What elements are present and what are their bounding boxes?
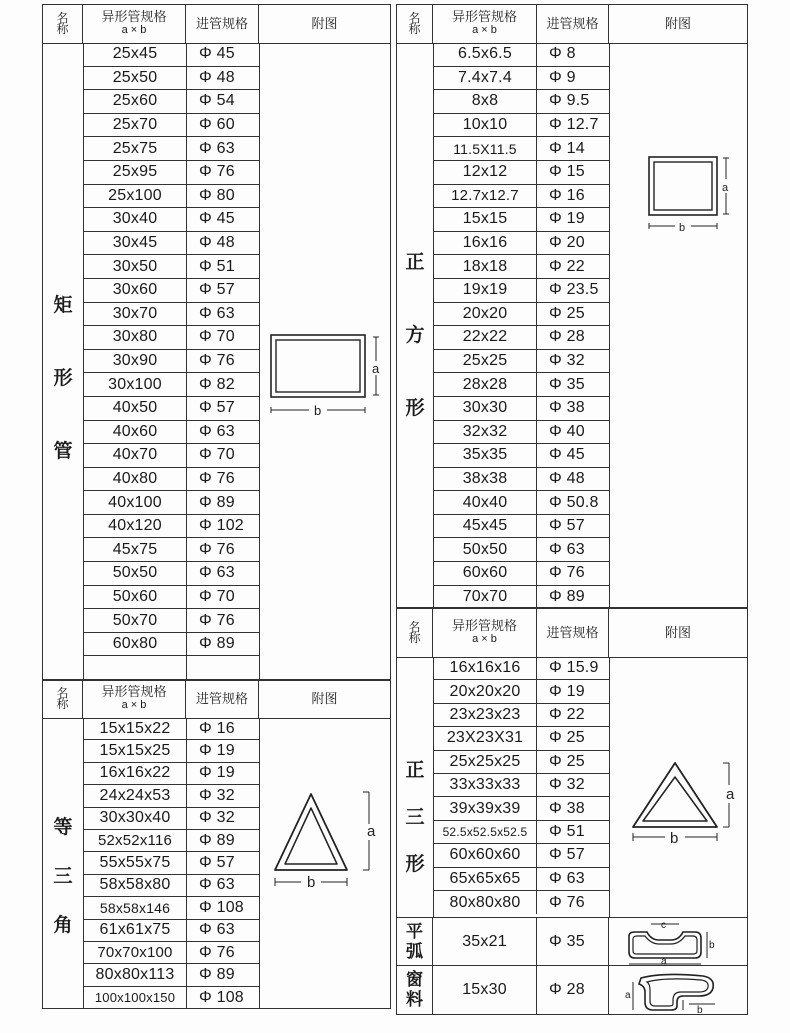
table-row [434, 279, 609, 303]
header-name: 名 称 [397, 5, 433, 43]
table-row [434, 491, 609, 515]
table-row [84, 538, 259, 562]
table-row [434, 373, 609, 397]
shaped-spec-cell: 22x22 [434, 326, 537, 349]
header-shaped-spec: 异形管规格 a × b [433, 5, 537, 43]
tube-spec-cell: Φ 89 [199, 965, 235, 983]
tube-spec-cell: Φ 108 [199, 988, 244, 1006]
svg-text:b: b [307, 874, 316, 891]
shaped-spec-cell: 16x16x16 [434, 657, 537, 679]
svg-text:b: b [679, 222, 686, 234]
tube-spec-cell: Φ 9.5 [549, 92, 590, 110]
tube-spec-cell: Φ 63 [199, 564, 235, 582]
tube-spec-cell: Φ 45 [549, 446, 585, 464]
table-row [84, 185, 259, 209]
shaped-spec-cell: 20x20 [434, 303, 537, 326]
tube-spec-cell: Φ 19 [199, 764, 235, 782]
tube-spec-cell: Φ 63 [549, 869, 585, 887]
tube-spec-cell: Φ 57 [549, 517, 585, 535]
isosceles-triangle-table [42, 679, 391, 1009]
shaped-spec-cell: 23X23X31 [434, 727, 537, 749]
tube-spec-cell: Φ 76 [199, 540, 235, 558]
shaped-spec-cell: 50x50 [84, 562, 187, 585]
header-shaped-spec: 异形管规格 a × b [83, 680, 186, 718]
shaped-spec-cell: 80x80x80 [434, 891, 537, 914]
svg-text:b: b [670, 830, 679, 847]
shaped-spec-cell: 40x120 [84, 515, 187, 538]
header-shaped-spec: 异形管规格 a × b [433, 609, 537, 657]
tube-spec-cell: Φ 45 [199, 210, 235, 228]
shaped-spec-cell: 40x40 [434, 491, 537, 514]
shaped-spec-cell: 19x19 [434, 279, 537, 302]
tube-spec-cell: Φ 16 [199, 719, 235, 737]
table-row [434, 397, 609, 421]
table-header [43, 680, 390, 719]
table-row [434, 421, 609, 445]
header-name: 名 称 [43, 680, 83, 718]
tube-spec-cell: Φ 76 [199, 163, 235, 181]
tube-spec-cell: Φ 63 [199, 876, 235, 894]
table-row [434, 844, 609, 867]
table-row [434, 468, 609, 492]
shaped-spec-cell: 30x70 [84, 303, 187, 326]
tube-spec-cell: Φ 108 [199, 898, 244, 916]
table-row [84, 740, 259, 762]
table-row [84, 785, 259, 807]
shaped-spec-cell: 24x24x53 [84, 785, 187, 806]
svg-text:a: a [726, 786, 735, 803]
category-label: 正 三 形 [405, 759, 425, 875]
spec-rows [434, 43, 609, 609]
shaped-spec-cell: 58x58x146 [84, 897, 187, 918]
table-row [84, 90, 259, 114]
shaped-spec-cell: 12x12 [434, 161, 537, 184]
tube-spec-cell: Φ 76 [199, 469, 235, 487]
rectangle-tube-diagram [269, 333, 389, 423]
shaped-spec-cell: 60x80 [84, 633, 187, 656]
table-row [434, 657, 609, 680]
shaped-spec-cell: 40x50 [84, 397, 187, 420]
shaped-spec-cell: 28x28 [434, 373, 537, 396]
shaped-spec-cell: 50x60 [84, 586, 187, 609]
tube-spec-cell: Φ 32 [549, 776, 585, 794]
table-row [84, 875, 259, 897]
shaped-spec-cell: 7.4x7.4 [434, 67, 537, 90]
tube-spec-cell: Φ 102 [199, 517, 244, 535]
shaped-spec-cell: 80x80x113 [84, 964, 187, 985]
tube-spec-cell: Φ 12.7 [549, 116, 599, 134]
tube-spec-cell: Φ 19 [199, 742, 235, 760]
shaped-spec-cell: 35x35 [434, 444, 537, 467]
tube-spec-cell: Φ 76 [199, 943, 235, 961]
shaped-spec-cell: 30x40 [84, 208, 187, 231]
shaped-spec-cell: 25x45 [84, 43, 187, 66]
table-row [84, 255, 259, 279]
tube-spec-cell: Φ 63 [549, 540, 585, 558]
table-row [434, 704, 609, 727]
table-row [84, 350, 259, 374]
shaped-spec-cell: 30x100 [84, 373, 187, 396]
header-figure: 附图 [664, 625, 691, 641]
table-row [434, 67, 609, 91]
tube-spec-cell: Φ 82 [199, 375, 235, 393]
tube-spec-cell: Φ 15.9 [549, 659, 599, 677]
svg-text:b: b [697, 1005, 703, 1016]
flat-arc-spec: 35x21 [433, 918, 537, 966]
shaped-spec-cell: 39x39x39 [434, 797, 537, 819]
tube-spec-cell: Φ 63 [199, 422, 235, 440]
table-row [434, 727, 609, 750]
shaped-spec-cell: 25x60 [84, 90, 187, 113]
header-tube-spec: 进管规格 [537, 5, 609, 43]
table-row [434, 303, 609, 327]
tube-spec-cell: Φ 63 [199, 304, 235, 322]
shaped-spec-cell: 12.7x12.7 [434, 185, 537, 208]
shaped-spec-cell: 25x75 [84, 137, 187, 160]
tube-spec-cell: Φ 23.5 [549, 281, 599, 299]
rectangular-tube-table [42, 4, 391, 681]
shaped-spec-cell: 25x25x25 [434, 751, 537, 773]
shaped-spec-cell: 30x90 [84, 350, 187, 373]
table-row [84, 468, 259, 492]
table-row [84, 137, 259, 161]
tube-spec-cell: Φ 8 [549, 45, 576, 63]
table-row [84, 421, 259, 445]
shaped-spec-cell: 25x100 [84, 185, 187, 208]
shaped-spec-cell: 25x95 [84, 161, 187, 184]
table-row [84, 515, 259, 539]
header-figure: 附图 [311, 691, 338, 707]
tube-spec-cell: Φ 19 [549, 682, 585, 700]
tube-spec-cell: Φ 89 [199, 831, 235, 849]
table-row [434, 868, 609, 891]
table-header [397, 609, 747, 658]
shaped-spec-cell: 10x10 [434, 114, 537, 137]
tube-spec-cell: Φ 25 [549, 729, 585, 747]
flat-arc-figure [609, 918, 747, 966]
table-row [84, 609, 259, 633]
header-figure: 附图 [311, 16, 338, 32]
shaped-spec-cell: 25x25 [434, 350, 537, 373]
table-row [84, 279, 259, 303]
tube-spec-cell: Φ 25 [549, 304, 585, 322]
tube-spec-cell: Φ 32 [549, 352, 585, 370]
shaped-spec-cell: 60x60 [434, 562, 537, 585]
tube-spec-cell: Φ 50.8 [549, 493, 599, 511]
shaped-spec-cell: 61x61x75 [84, 920, 187, 941]
shaped-spec-cell [84, 656, 187, 680]
header-figure: 附图 [664, 16, 691, 32]
tube-spec-cell: Φ 32 [199, 809, 235, 827]
table-row [434, 185, 609, 209]
table-row [434, 350, 609, 374]
shaped-spec-cell: 40x80 [84, 468, 187, 491]
shaped-spec-cell: 52.5x52.5x52.5 [434, 821, 537, 843]
table-row [434, 114, 609, 138]
tube-spec-cell: Φ 48 [199, 68, 235, 86]
table-row [434, 255, 609, 279]
tube-spec-cell: Φ 15 [549, 163, 585, 181]
tube-spec-cell: Φ 16 [549, 186, 585, 204]
table-row [84, 43, 259, 67]
tube-spec-cell: Φ 89 [199, 493, 235, 511]
table-row [84, 763, 259, 785]
table-row [84, 67, 259, 91]
window-label: 窗 料 [397, 966, 433, 1014]
window-spec: 15x30 [433, 966, 537, 1014]
shaped-spec-cell: 40x60 [84, 421, 187, 444]
table-row [84, 964, 259, 986]
tube-spec-cell: Φ 76 [549, 893, 585, 911]
tube-spec-cell: Φ 70 [199, 328, 235, 346]
table-row [434, 680, 609, 703]
window-row [397, 965, 747, 1014]
tube-spec-cell: Φ 25 [549, 752, 585, 770]
tube-spec-cell: Φ 14 [549, 139, 585, 157]
header-tube-spec: 进管规格 [537, 609, 609, 657]
shaped-spec-cell: 50x70 [84, 609, 187, 632]
spec-rows [434, 657, 609, 914]
shaped-spec-cell: 23x23x23 [434, 704, 537, 726]
table-row [84, 586, 259, 610]
table-row [84, 897, 259, 919]
table-row [84, 491, 259, 515]
shaped-spec-cell: 20x20x20 [434, 680, 537, 702]
isosceles-triangle-diagram [271, 790, 391, 910]
tube-spec-cell: Φ 38 [549, 399, 585, 417]
svg-text:a: a [625, 990, 631, 1001]
shaped-spec-cell: 30x30 [434, 397, 537, 420]
table-header [397, 5, 747, 44]
shaped-spec-cell: 30x30x40 [84, 808, 187, 829]
shaped-spec-cell: 60x60x60 [434, 844, 537, 866]
tube-spec-cell: Φ 45 [199, 45, 235, 63]
square-tube-diagram [647, 155, 747, 245]
tube-spec-cell: Φ 57 [199, 281, 235, 299]
shaped-spec-cell: 45x75 [84, 538, 187, 561]
tube-spec-cell: Φ 51 [549, 822, 585, 840]
table-row [434, 43, 609, 67]
tube-spec-cell: Φ 48 [199, 234, 235, 252]
shaped-spec-cell: 70x70x100 [84, 942, 187, 963]
shaped-spec-cell: 15x15x22 [84, 718, 187, 739]
table-row [84, 562, 259, 586]
tube-spec-cell: Φ 57 [549, 846, 585, 864]
tube-spec-cell: Φ 76 [549, 564, 585, 582]
window-profile-diagram [623, 968, 743, 1014]
table-row [84, 718, 259, 740]
tube-spec-cell: Φ 28 [549, 328, 585, 346]
svg-text:a: a [372, 361, 380, 376]
tube-spec-cell: Φ 57 [199, 399, 235, 417]
shaped-spec-cell: 18x18 [434, 255, 537, 278]
window-tube: Φ 28 [537, 966, 609, 1014]
table-row [434, 137, 609, 161]
shaped-spec-cell: 30x50 [84, 255, 187, 278]
table-row [434, 774, 609, 797]
table-row [84, 397, 259, 421]
tube-spec-cell: Φ 63 [199, 921, 235, 939]
header-tube-spec: 进管规格 [186, 680, 259, 718]
tube-spec-cell [187, 656, 259, 680]
shaped-spec-cell: 55x55x75 [84, 852, 187, 873]
square-tube-table [396, 4, 748, 608]
tube-spec-cell: Φ 40 [549, 422, 585, 440]
shaped-spec-cell: 25x70 [84, 114, 187, 137]
table-row [434, 161, 609, 185]
window-figure [609, 966, 747, 1014]
table-row [84, 852, 259, 874]
table-row [434, 208, 609, 232]
shaped-spec-cell: 40x100 [84, 491, 187, 514]
table-row [84, 232, 259, 256]
header-tube-spec: 进管规格 [186, 5, 259, 43]
shaped-spec-cell: 16x16 [434, 232, 537, 255]
shaped-spec-cell: 50x50 [434, 538, 537, 561]
tube-spec-cell: Φ 51 [199, 257, 235, 275]
tube-spec-cell: Φ 60 [199, 116, 235, 134]
table-row [84, 656, 259, 680]
tube-spec-cell: Φ 22 [549, 705, 585, 723]
shaped-spec-cell: 15x15 [434, 208, 537, 231]
table-row [84, 373, 259, 397]
table-row [84, 208, 259, 232]
table-row [434, 444, 609, 468]
shaped-spec-cell: 8x8 [434, 90, 537, 113]
shaped-spec-cell: 30x80 [84, 326, 187, 349]
tube-spec-cell: Φ 9 [549, 68, 576, 86]
tube-spec-cell: Φ 20 [549, 234, 585, 252]
tube-spec-cell: Φ 89 [199, 635, 235, 653]
table-row [434, 821, 609, 844]
svg-text:c: c [661, 920, 666, 931]
table-row [84, 161, 259, 185]
table-row [434, 515, 609, 539]
table-row [434, 326, 609, 350]
spec-rows [84, 718, 259, 1009]
shaped-spec-cell: 15x15x25 [84, 740, 187, 761]
table-row [434, 797, 609, 820]
table-row [434, 751, 609, 774]
table-row [84, 920, 259, 942]
tube-spec-cell: Φ 70 [199, 587, 235, 605]
shaped-spec-cell: 16x16x22 [84, 763, 187, 784]
tube-spec-cell: Φ 80 [199, 186, 235, 204]
shaped-spec-cell: 25x50 [84, 67, 187, 90]
table-row [434, 232, 609, 256]
shaped-spec-cell: 52x52x116 [84, 830, 187, 851]
shaped-spec-cell: 40x70 [84, 444, 187, 467]
tube-spec-cell: Φ 22 [549, 257, 585, 275]
svg-text:a: a [367, 823, 376, 840]
svg-text:b: b [314, 403, 322, 418]
tube-spec-cell: Φ 57 [199, 854, 235, 872]
tube-spec-cell: Φ 54 [199, 92, 235, 110]
table-row [84, 444, 259, 468]
table-row [84, 987, 259, 1009]
tube-spec-cell: Φ 63 [199, 139, 235, 157]
tube-spec-cell: Φ 35 [549, 375, 585, 393]
tube-spec-cell: Φ 76 [199, 352, 235, 370]
flat-arc-diagram [623, 920, 743, 966]
tube-spec-cell: Φ 70 [199, 446, 235, 464]
svg-text:a: a [661, 956, 667, 967]
tube-spec-cell: Φ 48 [549, 469, 585, 487]
equilateral-triangle-table [396, 608, 748, 1015]
shaped-spec-cell: 30x45 [84, 232, 187, 255]
shaped-spec-cell: 38x38 [434, 468, 537, 491]
table-row [84, 808, 259, 830]
category-label: 矩 形 管 [53, 294, 73, 462]
table-row [84, 303, 259, 327]
tube-spec-cell: Φ 76 [199, 611, 235, 629]
tube-spec-cell: Φ 38 [549, 799, 585, 817]
table-row [434, 90, 609, 114]
equilateral-triangle-diagram [629, 757, 749, 857]
shaped-spec-cell: 65x65x65 [434, 868, 537, 890]
shaped-spec-cell: 100x100x150 [84, 987, 187, 1009]
flat-arc-label: 平 弧 [397, 918, 433, 966]
tube-spec-cell: Φ 19 [549, 210, 585, 228]
shaped-spec-cell: 33x33x33 [434, 774, 537, 796]
shaped-spec-cell: 45x45 [434, 515, 537, 538]
table-row [434, 586, 609, 610]
table-row [84, 326, 259, 350]
header-shaped-spec: 异形管规格 a × b [83, 5, 186, 43]
flat-arc-row [397, 917, 747, 966]
flat-arc-tube: Φ 35 [537, 918, 609, 966]
spec-rows [84, 43, 259, 680]
tube-spec-cell: Φ 32 [199, 786, 235, 804]
table-row [434, 562, 609, 586]
table-header [43, 5, 390, 44]
svg-text:a: a [722, 182, 729, 194]
table-row [84, 114, 259, 138]
table-row [84, 633, 259, 657]
header-name: 名 称 [397, 609, 433, 657]
shaped-spec-cell: 11.5X11.5 [434, 137, 537, 160]
table-row [84, 942, 259, 964]
category-label: 正 方 形 [405, 251, 425, 419]
shaped-spec-cell: 70x70 [434, 586, 537, 610]
table-row [434, 891, 609, 914]
tube-spec-cell: Φ 89 [549, 588, 585, 606]
category-label: 等 三 角 [53, 816, 73, 936]
header-name: 名 称 [43, 5, 83, 43]
svg-text:b: b [709, 940, 715, 951]
shaped-spec-cell: 58x58x80 [84, 875, 187, 896]
shaped-spec-cell: 32x32 [434, 421, 537, 444]
shaped-spec-cell: 30x60 [84, 279, 187, 302]
table-row [434, 538, 609, 562]
shaped-spec-cell: 6.5x6.5 [434, 43, 537, 66]
table-row [84, 830, 259, 852]
